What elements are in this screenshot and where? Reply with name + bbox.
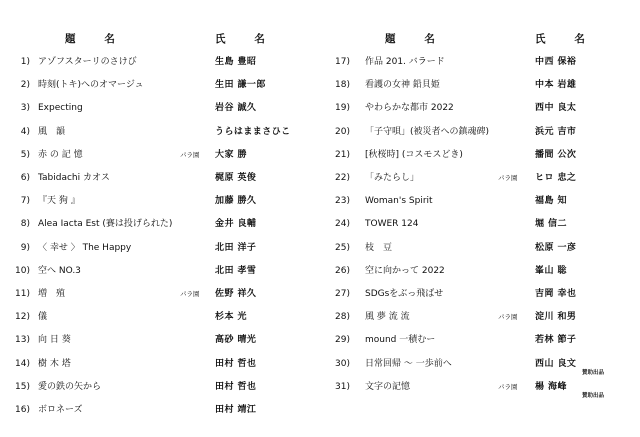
entry-title: 文字の記憶 bbox=[365, 381, 411, 392]
list-item bbox=[0, 145, 320, 165]
entry-title: Expecting bbox=[38, 103, 83, 114]
entry-number: 10) bbox=[15, 265, 30, 276]
list-item bbox=[0, 214, 320, 234]
entry-tag: パラ園 bbox=[498, 174, 518, 182]
list-item bbox=[0, 238, 320, 258]
entry-title: 儀 bbox=[38, 312, 48, 323]
entry-artist-name: ヒロ 忠之 bbox=[535, 173, 577, 183]
entry-number: 12) bbox=[15, 312, 30, 323]
name-header: 氏 名 bbox=[215, 33, 268, 45]
entry-artist-name: 西中 良太 bbox=[535, 103, 577, 114]
entry-number: 31) bbox=[335, 381, 350, 392]
title-header: 題 名 bbox=[385, 33, 438, 45]
list-item bbox=[0, 122, 320, 142]
entry-artist-name: 吉岡 幸也 bbox=[535, 289, 577, 299]
entry-artist-name: 田村 哲也 bbox=[215, 358, 257, 369]
entry-number: 22) bbox=[335, 173, 350, 183]
entry-number: 6) bbox=[20, 173, 30, 183]
entry-title: 増 殖 bbox=[38, 289, 66, 299]
sponsor-label: 賛助出品 bbox=[582, 369, 605, 376]
entry-title: 風 韻 bbox=[38, 126, 66, 137]
entry-artist-name: 若林 節子 bbox=[535, 335, 577, 346]
list-item bbox=[320, 145, 640, 165]
entry-artist-name: 杉本 光 bbox=[215, 312, 247, 323]
list-item bbox=[320, 168, 640, 188]
entry-artist-name: 金井 良輔 bbox=[215, 219, 257, 230]
entry-artist-name: 加藤 勝久 bbox=[215, 196, 257, 207]
entry-artist-name: 岩谷 誠久 bbox=[215, 103, 257, 114]
entry-number: 23) bbox=[335, 196, 350, 207]
list-item bbox=[320, 75, 640, 95]
entry-artist-name: 堀 信二 bbox=[535, 219, 567, 230]
list-item bbox=[0, 52, 320, 72]
entry-artist-name: 播間 公次 bbox=[535, 149, 577, 160]
entry-number: 17) bbox=[335, 57, 350, 67]
list-item bbox=[0, 307, 320, 327]
entry-number: 27) bbox=[335, 289, 350, 299]
entry-number: 16) bbox=[15, 405, 30, 415]
list-item bbox=[0, 75, 320, 95]
entry-artist-name: 北田 孝雪 bbox=[215, 265, 257, 276]
entry-number: 11) bbox=[15, 289, 30, 299]
list-item bbox=[320, 284, 640, 304]
entry-artist-name: 福島 知 bbox=[535, 196, 567, 207]
entry-artist-name: 田村 靖江 bbox=[215, 405, 257, 415]
entry-artist-name: 大家 勝 bbox=[215, 149, 247, 160]
entry-artist-name: 生島 豊昭 bbox=[215, 57, 257, 67]
entry-number: 21) bbox=[335, 149, 350, 160]
entry-number: 30) bbox=[335, 358, 350, 369]
list-item bbox=[0, 284, 320, 304]
entry-artist-name: 楊 海峰 bbox=[535, 381, 567, 392]
entry-title: 「みたらし」 bbox=[365, 173, 420, 183]
entry-title: ボロネーズ bbox=[38, 405, 83, 415]
entry-title: 空へ NO.3 bbox=[38, 265, 81, 276]
entry-number: 3) bbox=[20, 103, 30, 114]
list-item bbox=[320, 98, 640, 118]
entry-number: 26) bbox=[335, 265, 350, 276]
entry-title: 枝 豆 bbox=[365, 242, 393, 253]
list-item bbox=[320, 307, 640, 327]
entry-number: 13) bbox=[15, 335, 30, 346]
list-item bbox=[320, 261, 640, 281]
entry-title: 『天 狗 』 bbox=[38, 196, 80, 207]
entry-tag: パラ園 bbox=[498, 313, 518, 322]
entry-number: 18) bbox=[335, 80, 350, 91]
entry-title: 「子守唄」(被災者への鎮魂碑) bbox=[365, 126, 490, 137]
entry-tag: パラ園 bbox=[180, 290, 200, 298]
title-header: 題 名 bbox=[65, 33, 118, 45]
entry-artist-name: 峯山 聡 bbox=[535, 265, 567, 276]
entry-title: アゾフスターリのさけび bbox=[38, 57, 137, 67]
entry-title: Woman's Spirit bbox=[365, 196, 433, 207]
entry-number: 4) bbox=[20, 126, 30, 137]
list-item bbox=[0, 168, 320, 188]
list-item bbox=[320, 238, 640, 258]
entry-title: [秋桜時] (コスモスどき) bbox=[365, 149, 463, 160]
entry-title: 赤 の 記 憶 bbox=[38, 149, 83, 160]
entry-title: 〈 幸せ 〉 The Happy bbox=[38, 242, 132, 253]
entry-number: 8) bbox=[20, 219, 30, 230]
list-item bbox=[320, 191, 640, 211]
entry-title: 向 日 葵 bbox=[38, 335, 71, 346]
entry-tag: パラ園 bbox=[498, 382, 518, 391]
entry-number: 5) bbox=[20, 149, 30, 160]
entry-title: Alea Iacta Est (賽は投げられた) bbox=[38, 219, 173, 230]
entry-title: 愛の鉄の矢から bbox=[38, 381, 102, 392]
entry-artist-name: うらはままさひこ bbox=[215, 126, 291, 137]
entry-number: 25) bbox=[335, 242, 350, 253]
list-item bbox=[320, 52, 640, 72]
entry-number: 29) bbox=[335, 335, 350, 346]
entry-title: 空に向かって 2022 bbox=[365, 265, 445, 276]
entry-title: 風 夢 流 流 bbox=[365, 312, 410, 323]
entry-artist-name: 中西 保裕 bbox=[535, 57, 577, 67]
entry-number: 20) bbox=[335, 126, 350, 137]
list-item bbox=[320, 354, 640, 374]
list-item bbox=[0, 98, 320, 118]
entry-artist-name: 浜元 吉市 bbox=[535, 126, 577, 137]
list-item bbox=[0, 261, 320, 281]
entry-title: Tabidachi カオス bbox=[38, 173, 110, 183]
entry-artist-name: 西山 良文 bbox=[535, 358, 577, 369]
entry-title: 作品 201. バラード bbox=[365, 57, 445, 67]
entry-title: 樹 木 塔 bbox=[38, 358, 71, 369]
entry-artist-name: 生田 謙一郎 bbox=[215, 80, 266, 91]
list-item bbox=[320, 377, 640, 397]
entry-artist-name: 淀川 和男 bbox=[535, 312, 577, 323]
entry-artist-name: 松原 一彦 bbox=[535, 242, 577, 253]
entry-title: 看護の女神 鉛貝姫 bbox=[365, 80, 440, 91]
entry-number: 2) bbox=[20, 80, 30, 91]
list-item bbox=[0, 354, 320, 374]
list-item bbox=[0, 377, 320, 397]
list-item bbox=[0, 330, 320, 350]
entry-number: 7) bbox=[20, 196, 30, 207]
entry-title: SDGsをぶっ飛ばせ bbox=[365, 289, 444, 299]
list-item bbox=[320, 214, 640, 234]
name-header: 氏 名 bbox=[535, 33, 588, 45]
entry-number: 28) bbox=[335, 312, 350, 323]
entry-number: 24) bbox=[335, 219, 350, 230]
list-item bbox=[0, 400, 320, 420]
list-item bbox=[320, 122, 640, 142]
entry-title: 日常回帰 ～ 一歩前へ bbox=[365, 358, 452, 369]
entry-number: 9) bbox=[20, 242, 30, 253]
entry-artist-name: 北田 洋子 bbox=[215, 242, 257, 253]
entry-number: 15) bbox=[15, 381, 30, 392]
entry-tag: パラ園 bbox=[180, 150, 200, 159]
entry-title: TOWER 124 bbox=[365, 219, 419, 230]
entry-number: 19) bbox=[335, 103, 350, 114]
entry-title: 時刻(トキ)へのオマージュ bbox=[38, 80, 144, 91]
entry-artist-name: 田村 哲也 bbox=[215, 381, 257, 392]
entry-number: 14) bbox=[15, 358, 30, 369]
sponsor-label: 賛助出品 bbox=[582, 392, 605, 399]
entry-number: 1) bbox=[20, 57, 30, 67]
entry-artist-name: 梶原 英俊 bbox=[215, 173, 257, 183]
entry-title: mound 一積むー bbox=[365, 335, 436, 346]
entry-artist-name: 中本 岩雄 bbox=[535, 80, 577, 91]
list-item bbox=[0, 191, 320, 211]
list-item bbox=[320, 330, 640, 350]
entry-artist-name: 佐野 祥久 bbox=[215, 289, 257, 299]
entry-artist-name: 高砂 晴光 bbox=[215, 335, 257, 346]
entry-title: やわらかな都市 2022 bbox=[365, 103, 454, 114]
